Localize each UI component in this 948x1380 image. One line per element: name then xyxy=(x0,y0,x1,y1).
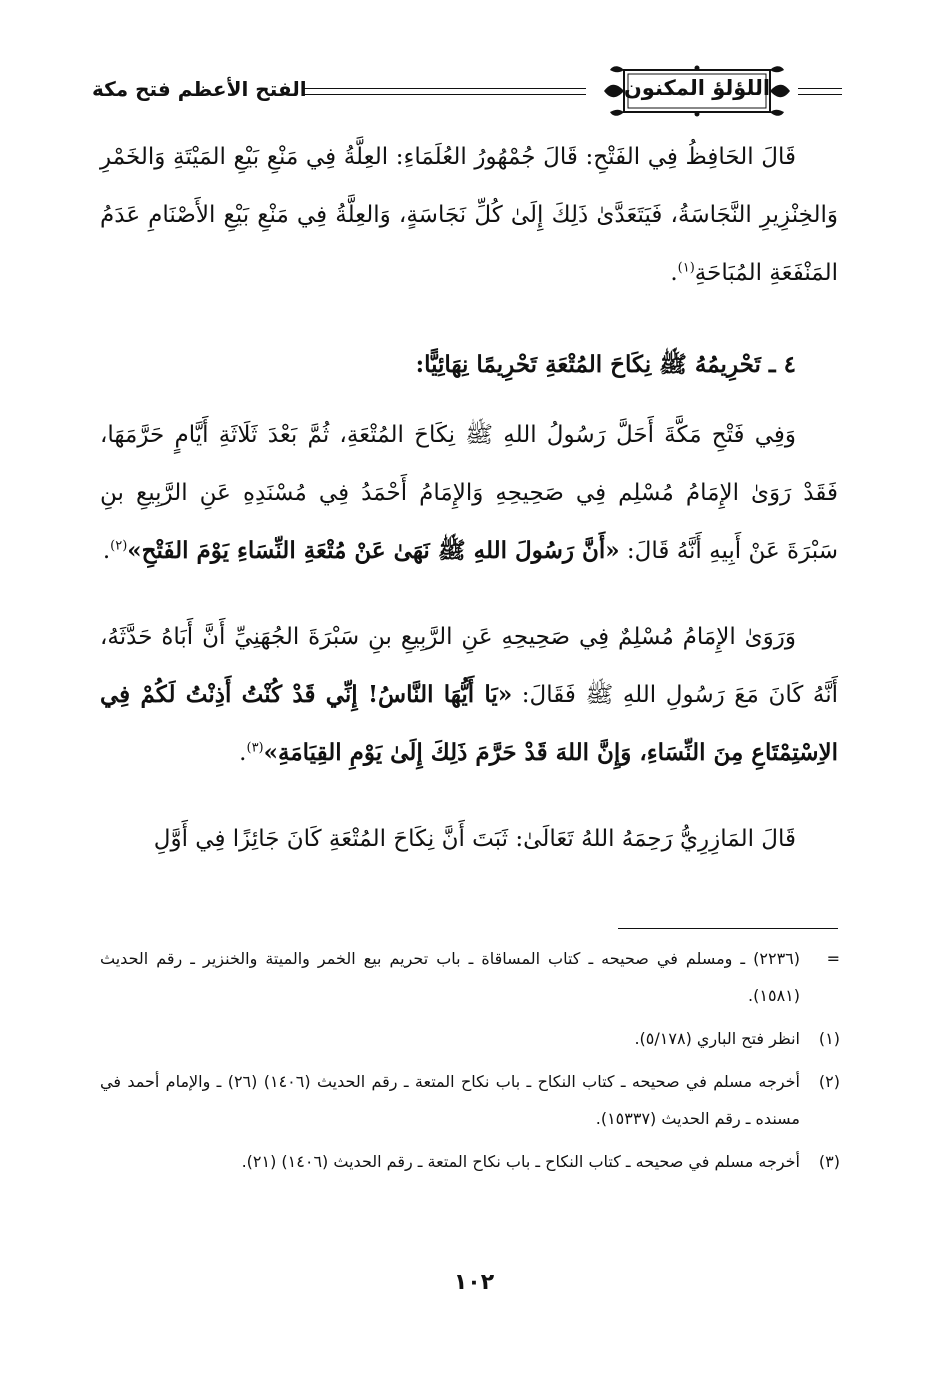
footnote-3 xyxy=(100,1143,840,1180)
paragraph-4: قَالَ المَازِرِيُّ رَحِمَهُ اللهُ تَعَالَىٰ: ثَبَتَ أَنَّ نِكَاحَ المُتْعَةِ كَانَ جَائِزًا فِي أَوَّلِ xyxy=(153,826,796,852)
main-text xyxy=(100,128,838,868)
footnote-marker: (٢) xyxy=(818,1072,840,1091)
page-number: ١٠٢ xyxy=(453,1270,495,1295)
paragraph-3 xyxy=(100,608,838,782)
paragraph-1 xyxy=(100,128,838,302)
book-title: اللؤلؤ المكنون xyxy=(623,76,771,100)
hadith-quote-1: «أَنَّ رَسُولَ اللهِ ﷺ نَهَىٰ عَنْ مُتْعَةِ النِّسَاءِ يَوْمَ الفَتْحِ» xyxy=(127,537,620,564)
chapter-title: الفتح الأعظم فتح مكة xyxy=(92,77,307,101)
paragraph-3-end: . xyxy=(239,740,247,766)
paragraph-2-end: . xyxy=(102,538,111,564)
section-heading: ٤ ـ تَحْرِيمُهُ ﷺ نِكَاحَ المُتْعَةِ تَحْرِيمًا نِهَائِيًّا: xyxy=(415,351,796,378)
footnote-ref-2[interactable]: (٢) xyxy=(110,538,128,554)
paragraph-gap xyxy=(100,580,838,608)
footnote-separator xyxy=(618,928,838,929)
paragraph-1-text: قَالَ الحَافِظُ فِي الفَتْحِ: قَالَ جُمْهُورُ العُلَمَاءِ: العِلَّةُ فِي مَنْعِ بَيْعِ المَيْتَةِ وَالخَمْرِ وَالخِنْزِيرِ النَّجَاسَةُ، فَيَتَعَدَّىٰ ذَلِكَ إِلَىٰ كُلِّ نَجَاسَةٍ، وَالعِلَّةُ فِي مَنْعِ بَيْعِ الأَصْنَامِ عَدَمُ المَنْفَعَةِ المُبَاحَةِ xyxy=(100,144,838,286)
running-header xyxy=(92,58,842,128)
footnote-text: أخرجه مسلم في صحيحه ـ كتاب النكاح ـ باب نكاح المتعة ـ رقم الحديث (١٤٠٦) (٢١). xyxy=(241,1152,800,1171)
footnotes xyxy=(100,940,840,1186)
footnote-marker: (١) xyxy=(818,1029,840,1048)
paragraph-1-end: . xyxy=(670,260,678,286)
paragraph-3-text: وَرَوَىٰ الإِمَامُ مُسْلِمٌ فِي صَحِيحِهِ عَنِ الرَّبِيعِ بنِ سَبْرَةَ الجُهَنِيِّ أَنَّ أَبَاهُ حَدَّثَهُ، أَنَّهُ كَانَ مَعَ رَسُولِ اللهِ ﷺ فَقَالَ: xyxy=(100,624,838,708)
footnote-2 xyxy=(100,1063,840,1137)
footnote-marker: = xyxy=(826,949,840,968)
paragraph-gap xyxy=(100,782,838,810)
footnote-1 xyxy=(100,1020,840,1057)
footnote-continued xyxy=(100,940,840,1014)
header-rule-left xyxy=(302,88,586,95)
hadith-quote-2: «يَا أَيُّهَا النَّاسُ! إِنِّي قَدْ كُنْتُ أَذِنْتُ لَكُمْ فِي الاِسْتِمْتَاعِ مِنَ النِّسَاءِ، وَإِنَّ اللهَ قَدْ حَرَّمَ ذَلِكَ إِلَىٰ يَوْمِ القِيَامَةِ» xyxy=(100,681,838,766)
footnote-ref-1[interactable]: (١) xyxy=(677,260,695,276)
header-rule-right xyxy=(798,88,842,95)
footnote-marker: (٣) xyxy=(818,1152,840,1171)
footnote-ref-3[interactable]: (٣) xyxy=(246,740,264,756)
footnote-text: أخرجه مسلم في صحيحه ـ كتاب النكاح ـ باب نكاح المتعة ـ رقم الحديث (١٤٠٦) (٢٦) ـ والإمام أحمد في مسنده ـ رقم الحديث (١٥٣٣٧). xyxy=(100,1072,801,1128)
book-title-cartouche xyxy=(602,62,792,120)
paragraph-2 xyxy=(100,406,838,580)
footnote-text: انظر فتح الباري (٥/١٧٨). xyxy=(634,1029,800,1048)
paragraph-2-text: وَفِي فَتْحِ مَكَّةَ أَحَلَّ رَسُولُ اللهِ ﷺ نِكَاحَ المُتْعَةِ، ثُمَّ بَعْدَ ثَلَاثَةِ أَيَّامٍ حَرَّمَهَا، فَقَدْ رَوَىٰ الإِمَامُ مُسْلِم فِي صَحِيحِهِ وَالإِمَامُ أَحْمَدُ فِي مُسْنَدِهِ عَنِ الرَّبِيعِ بنِ سَبْرَةَ عَنْ أَبِيهِ أَنَّهُ قَالَ: xyxy=(100,422,838,564)
footnote-text: (٢٢٣٦) ـ ومسلم في صحيحه ـ كتاب المساقاة ـ باب تحريم بيع الخمر والميتة والخنزير ـ رقم الحديث (١٥٨١). xyxy=(100,949,800,1005)
